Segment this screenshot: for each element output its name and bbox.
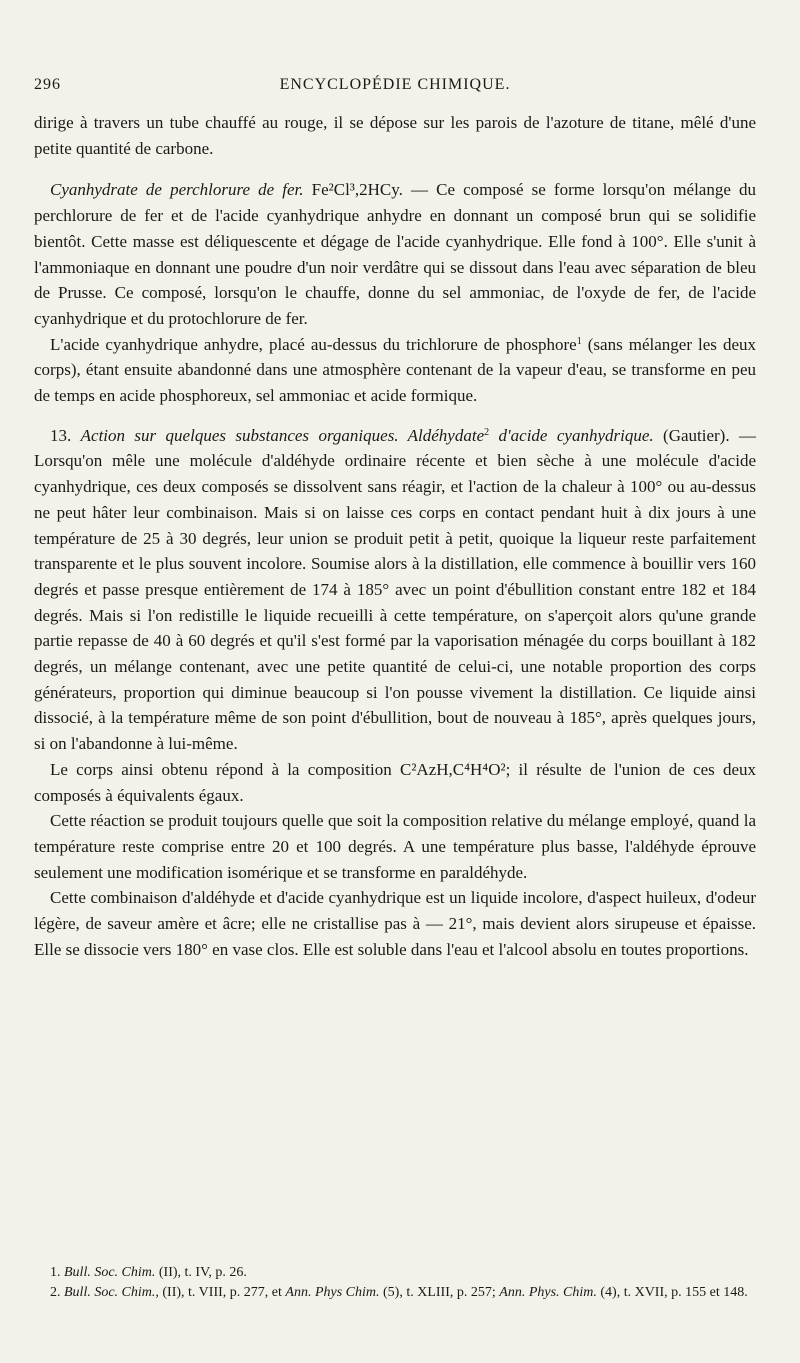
formula-cyanhydrate: Fe²Cl³,2HCy. [311,180,403,200]
running-head [34,76,756,98]
footnote-2-journal: Bull. Soc. Chim. [64,1285,156,1300]
paragraph-reaction-text: Cette réaction se produit toujours quelle que soit la composition relative du mélange employé, quand la température reste comprise entre 20 et 100 degrés. A une température plus basse, l'aldéhyde éprouve seulement une modification isomérique et se transforme en paraldéhyde. [34,811,756,882]
footnote-2-number: 2. [50,1285,61,1300]
paragraph-1-text: dirige à travers un tube chauffé au rouge, il se dépose sur les parois de l'azoture de titane, mêlé d'une petite quantité de carbone. [34,113,756,158]
footnote-2-ref-a: , (II), t. VIII, p. 277, et [155,1285,286,1300]
footnote-ref-1: 1 [576,335,582,347]
running-title: ENCYCLOPÉDIE CHIMIQUE. [279,76,511,93]
paragraph-composition-text: Le corps ainsi obtenu répond à la composition C²AzH,C⁴H⁴O²; il résulte de l'union de ces deux composés à équivalents égaux. [34,759,756,805]
footnote-ref-2: 2 [484,426,490,438]
paragraph-cyanhydrate-text: — Ce composé se forme lorsqu'on mélange du perchlorure de fer et de l'acide cyanhydrique anhydre en donnant un composé brun qui se solidifie bientôt. Cette masse est déliquescente et dégage de l'acide cyanhydrique. Elle fond à 100°. Elle s'unit à l'ammoniaque en donnant une poudre d'un noir verdâtre qui se dissout dans l'eau avec séparation de bleu de Prusse. Ce composé, lorsqu'on le chauffe, donne du sel ammoniac, de l'oxyde de fer, de l'acide cyanhydrique et du protochlorure de fer. [34,180,756,328]
section-title-cyanhydrate: Cyanhydrate de perchlorure de fer. [50,180,304,200]
paragraph-properties [34,885,756,962]
paragraph-1 [34,110,756,161]
paragraph-trichlorure [34,332,756,409]
section-title-a: Action sur quelques substances organiques. Aldéhydate [80,425,485,445]
paragraph-composition [34,757,756,808]
paragraph-trichlorure-text-a: L'acide cyanhydrique anhydre, placé au-dessus du trichlorure de phosphore [50,334,577,354]
paragraph-cyanhydrate [34,177,756,331]
footnote-2 [34,1283,756,1303]
footnote-1 [34,1263,756,1283]
footnote-2-ref-b: (5), t. XLIII, p. 257; [379,1285,500,1300]
paragraph-properties-text: Cette combinaison d'aldéhyde et d'acide cyanhydrique est un liquide incolore, d'aspect huileux, d'odeur légère, de saveur amère et âcre; elle ne cristallise pas à — 21°, mais devient alors sirupeuse et épaisse. Elle se dissocie vers 180° en vase clos. Elle est soluble dans l'eau et l'alcool absolu en toutes proportions. [34,888,756,959]
paragraph-section-13 [34,423,756,757]
body-text [34,110,756,963]
page-number: 296 [34,76,61,93]
footnotes [34,1263,756,1303]
footnote-2-journal-3: Ann. Phys. Chim. [499,1285,597,1300]
footnote-1-ref: (II), t. IV, p. 26. [155,1265,247,1280]
paragraph-trichlorure-text-b: (sans mélanger les deux corps), étant ensuite abandonné dans une atmosphère contenant de la vapeur d'eau, se transforme en peu de temps en acide phosphoreux, sel ammoniac et acide formique. [34,334,756,406]
section-number: 13. [50,425,72,445]
footnote-1-number: 1. [50,1265,61,1280]
paragraph-reaction [34,808,756,885]
section-title-b: d'acide cyanhydrique. [489,425,654,445]
footnote-2-ref-c: (4), t. XVII, p. 155 et 148. [596,1285,748,1300]
footnote-2-journal-2: Ann. Phys Chim. [285,1285,380,1300]
footnote-1-journal: Bull. Soc. Chim. [64,1265,156,1280]
paragraph-section-13-text: (Gautier). — Lorsqu'on mêle une molécule d'aldéhyde ordinaire récente et bien sèche à une molécule d'acide cyanhydrique, ces deux composés se dissolvent sans réagir, et l'action de la chaleur à 100° ou au-dessus ne peut hâter leur combinaison. Mais si on laisse ces corps en contact pendant huit à dix jours à une température de 25 à 30 degrés, leur union se produit petit à petit, quoique la liqueur reste parfaitement transparente et le plus souvent incolore. Soumise alors à la distillation, elle commence à bouillir vers 160 degrés et passe presque entièrement de 174 à 185° avec un point d'ébullition constant entre 182 et 184 degrés. Mais si l'on redistille le liquide recueilli à cette température, on s'aperçoit alors qu'une grande partie repasse de 40 à 60 degrés et qu'il s'est formé par la vaporisation ménagée du corps bouillant à 182 degrés, un mélange contenant, avec une petite quantité de celui-ci, une notable proportion des corps générateurs, proportion qui diminue beaucoup si l'on pousse vivement la distillation. Ce liquide ainsi dissocié, à la température même de son point d'ébullition, bout de nouveau à 185°, après quelques jours, si on l'abandonne à lui-même. [34,425,756,754]
